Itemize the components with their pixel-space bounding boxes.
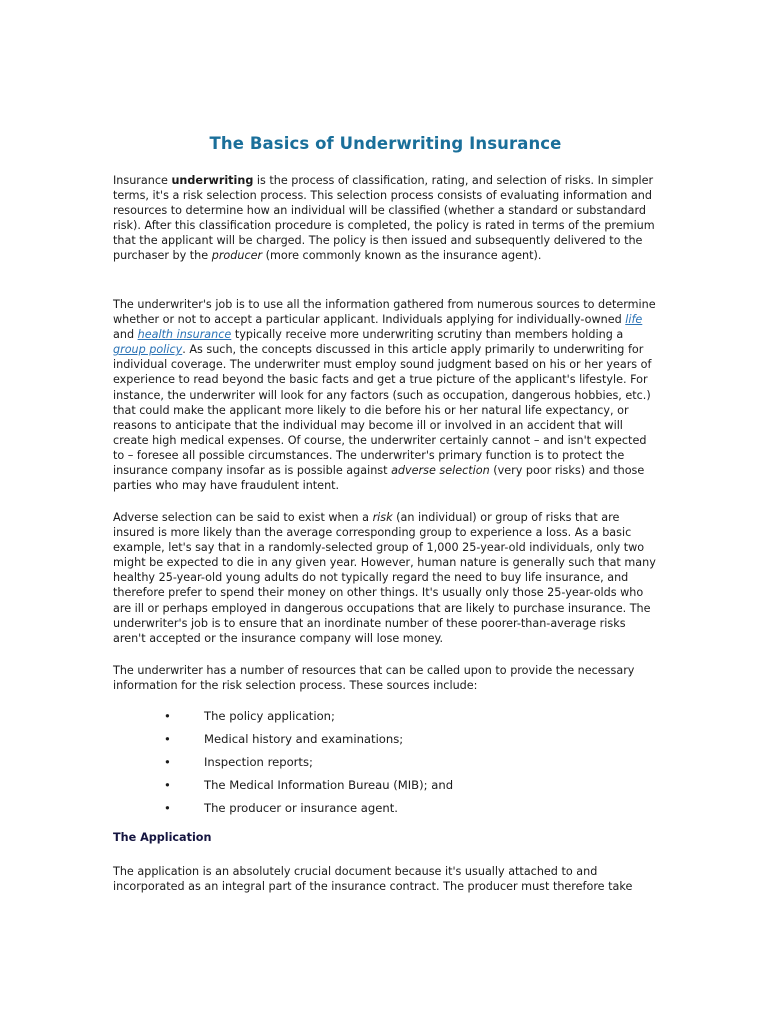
list-item bbox=[113, 709, 658, 732]
paragraph-application: The application is an absolutely crucial document because it's usually attached to and incorporated as an integral part of the insurance contract. The producer must therefore take bbox=[113, 865, 633, 894]
text-run: (an individual) or group of risks that are insured is more likely than the average corresponding group to experience a loss. As a basic example, let's say that in a randomly-selected group of 1,000 25-year-old individuals, only two might be expected to die in any given year. However, human nature is generally such that many healthy 25-year-old young adults do not typically regard the need to buy life insurance, and therefore prefer to spend their money on other things. It's usually only those 25-year-olds who are ill or perhaps employed in dangerous occupations that are likely to purchase insurance. The underwriter's job is to ensure that an inordinate number of these poorer-than-average risks aren't accepted or the insurance company will lose money. bbox=[113, 511, 656, 645]
link-group-policy[interactable]: group policy bbox=[113, 343, 183, 357]
italic-term-producer: producer bbox=[211, 249, 263, 263]
bullet-glyph: • bbox=[164, 709, 171, 723]
list-item-text: Inspection reports; bbox=[204, 755, 313, 769]
text-run: typically receive more underwriting scrutiny than members holding a bbox=[231, 328, 624, 342]
paragraph-underwriting-definition bbox=[113, 173, 658, 264]
text-run: and bbox=[113, 328, 138, 342]
text-run: The underwriter's job is to use all the information gathered from numerous sources to determine whether or not to accept a particular applicant. Individuals applying for individually-owned bbox=[113, 298, 656, 327]
bold-term-underwriting: underwriting bbox=[171, 174, 254, 187]
list-item bbox=[113, 801, 658, 824]
text-run: Adverse selection can be said to exist when a bbox=[113, 511, 373, 524]
list-item-text: The Medical Information Bureau (MIB); and bbox=[204, 778, 454, 792]
text-run: Insurance bbox=[113, 174, 172, 187]
italic-term-adverse-selection: adverse selection bbox=[391, 464, 490, 478]
paragraph-adverse-selection bbox=[113, 510, 658, 646]
list-item-text: The producer or insurance agent. bbox=[204, 801, 398, 815]
text-run: (more commonly known as the insurance agent). bbox=[262, 249, 542, 263]
paragraph-underwriter-job bbox=[113, 297, 658, 493]
section-heading-application: The Application bbox=[113, 831, 212, 844]
list-item-text: Medical history and examinations; bbox=[204, 732, 404, 746]
list-item bbox=[113, 778, 658, 801]
text-run: . As such, the concepts discussed in this article apply primarily to underwriting for individual coverage. The underwriter must employ sound judgment based on his or her years of experience to read beyond the basic facts and get a true picture of the applicant's lifestyle. For instance, the underwriter will look for any factors (such as occupation, dangerous hobbies, etc.) that could make the applicant more likely to die before his or her natural life expectancy, or reasons to anticipate that the individual may become ill or involved in an accident that will create high medical expenses. Of course, the underwriter certainly cannot – and isn't expected to – foresee all possible circumstances. The underwriter's primary function is to protect the insurance company insofar as is possible against bbox=[113, 343, 652, 478]
text-run: is the process of classification, rating, and selection of risks. In simpler terms, it's a risk selection process. This selection process consists of evaluating information and resources to determine how an individual will be classified (whether a standard or substandard risk). After this classification procedure is completed, the policy is rated in terms of the premium that the applicant will be charged. The policy is then issued and subsequently delivered to the purchaser by the bbox=[113, 174, 655, 263]
article-title: The Basics of Underwriting Insurance bbox=[209, 134, 562, 153]
bullet-glyph: • bbox=[164, 755, 171, 769]
link-life[interactable]: life bbox=[625, 313, 643, 327]
list-item bbox=[113, 755, 658, 778]
paragraph-resources-intro: The underwriter has a number of resources that can be called upon to provide the necessary information for the risk selection process. These sources include: bbox=[113, 664, 635, 693]
italic-term-risk: risk bbox=[372, 511, 393, 524]
list-item-text: The policy application; bbox=[204, 709, 335, 723]
text-run: (very poor risks) and those parties who may have fraudulent intent. bbox=[113, 464, 645, 493]
bullet-glyph: • bbox=[164, 732, 171, 746]
sources-list bbox=[113, 709, 658, 824]
link-health-insurance[interactable]: health insurance bbox=[137, 328, 232, 342]
bullet-glyph: • bbox=[164, 801, 171, 815]
bullet-glyph: • bbox=[164, 778, 171, 792]
list-item bbox=[113, 732, 658, 755]
